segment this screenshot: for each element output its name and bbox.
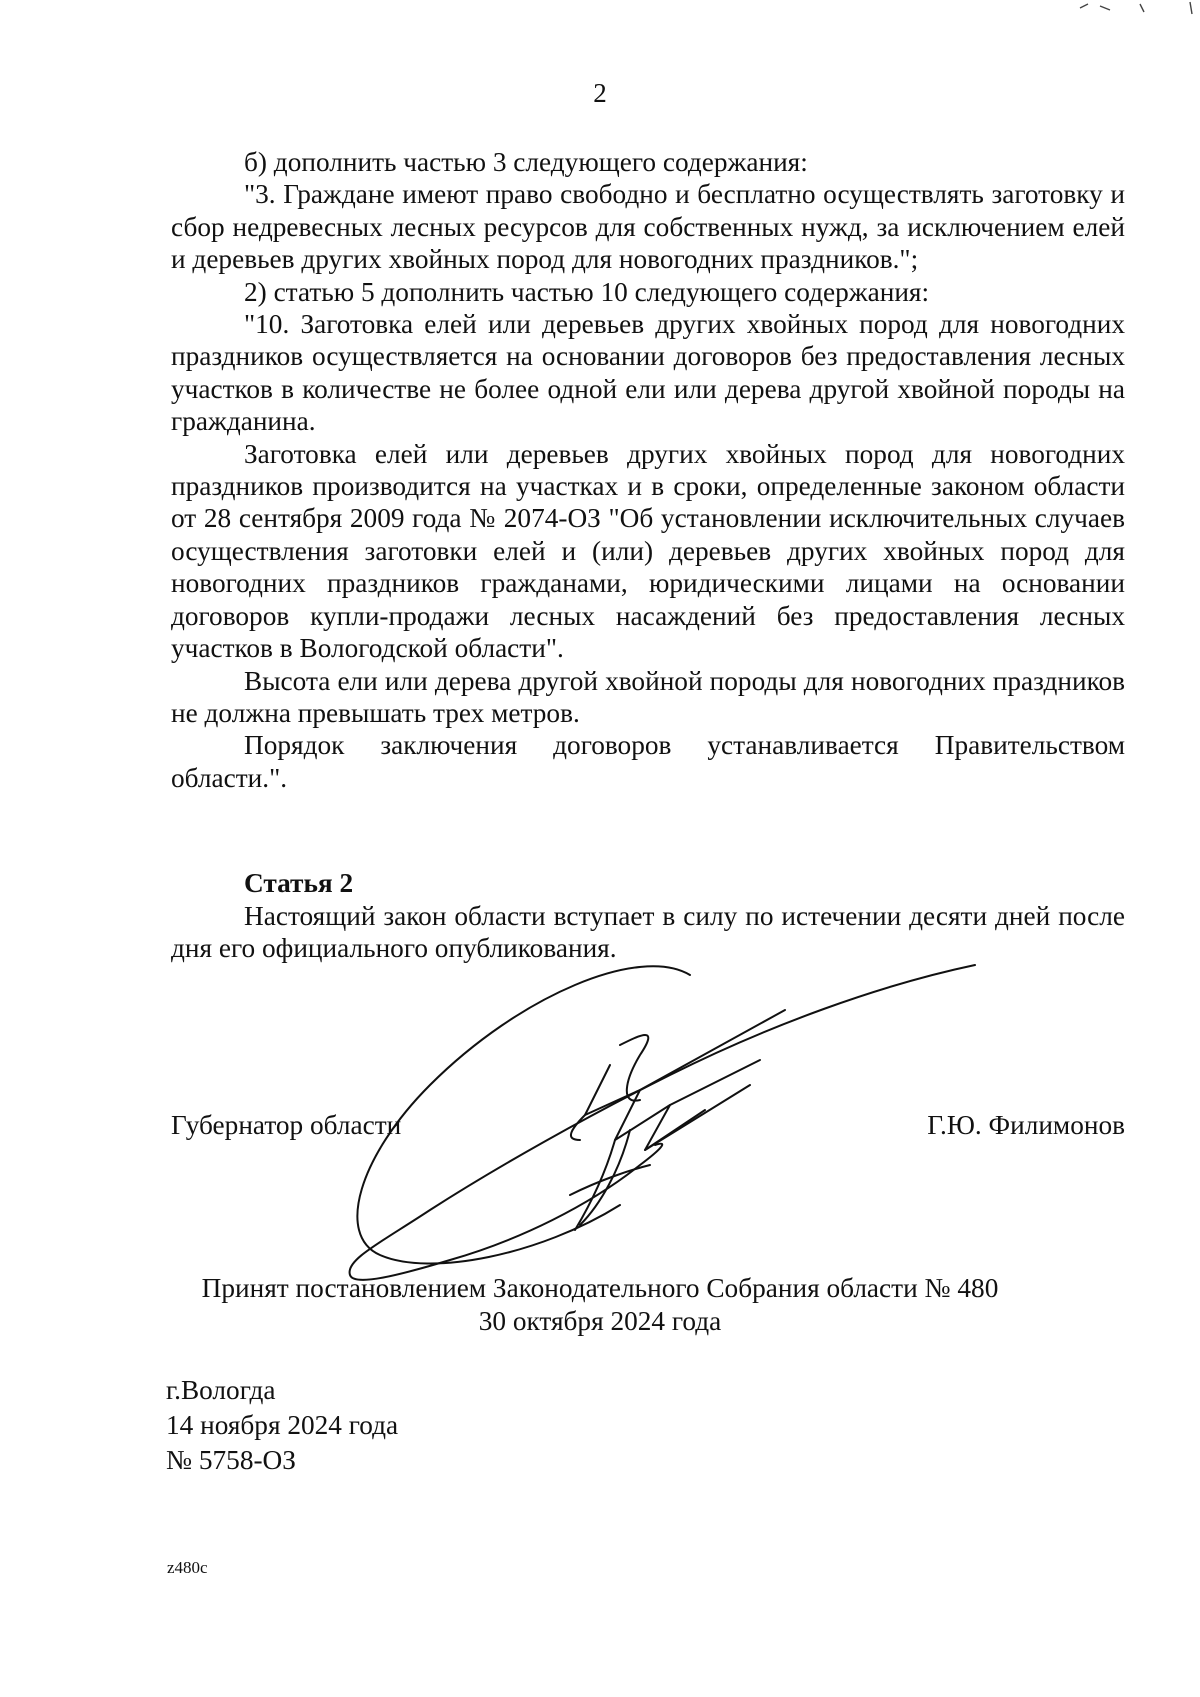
signatory-role: Губернатор области — [171, 1110, 402, 1140]
paragraph: "10. Заготовка елей или деревьев других хвойных пород для новогодних праздников осуществляется на основании договоров без предоставления лесных участков в количестве не более одной ели или дерева другой хвойной породы на гражданина. — [171, 309, 1125, 437]
body-text — [171, 146, 1125, 794]
page-number: 2 — [593, 78, 607, 108]
adoption-line-1: Принят постановлением Законодательного Собрания области № 480 — [201, 1273, 999, 1303]
handwritten-signature — [340, 955, 980, 1285]
paragraph: "3. Граждане имеют право свободно и бесплатно осуществлять заготовку и сбор недревесных лесных ресурсов для собственных нужд, за исключением елей и деревьев других хвойных пород для новогодних праздников."; — [171, 179, 1125, 275]
place-date-block — [166, 1373, 398, 1478]
paragraph: Порядок заключения договоров устанавливается Правительством области.". — [171, 730, 1125, 793]
paragraph: 2) статью 5 дополнить частью 10 следующего содержания: — [244, 276, 930, 307]
signatory-name: Г.Ю. Филимонов — [927, 1110, 1125, 1140]
document-code: z480c — [167, 1558, 208, 1577]
paragraph: Настоящий закон области вступает в силу по истечении десяти дней после дня его официального опубликования. — [171, 901, 1125, 964]
paragraph: Высота ели или дерева другой хвойной породы для новогодних праздников не должна превышать трех метров. — [171, 665, 1125, 728]
paragraph: Заготовка елей или деревьев других хвойных пород для новогодних праздников производится на участках и в сроки, определенные законом области от 28 сентября 2009 года № 2074-ОЗ "Об установлении исключительных случаев осуществления заготовки елей и (или) деревьев других хвойных пород для новогодних праздников гражданами, юридическими лицами на основании договоров купли-продажи лесных насаждений без предоставления лесных участков в Вологодской области". — [171, 438, 1125, 664]
city: г.Вологда — [166, 1375, 276, 1405]
scan-edge-mark — [1040, 0, 1200, 16]
adoption-note — [0, 1272, 1200, 1338]
article-heading: Статья 2 — [244, 868, 354, 898]
paragraph: б) дополнить частью 3 следующего содержания: — [244, 147, 808, 177]
signing-date: 14 ноября 2024 года — [166, 1410, 399, 1440]
adoption-line-2: 30 октября 2024 года — [478, 1306, 722, 1336]
law-number: № 5758-ОЗ — [166, 1445, 296, 1475]
